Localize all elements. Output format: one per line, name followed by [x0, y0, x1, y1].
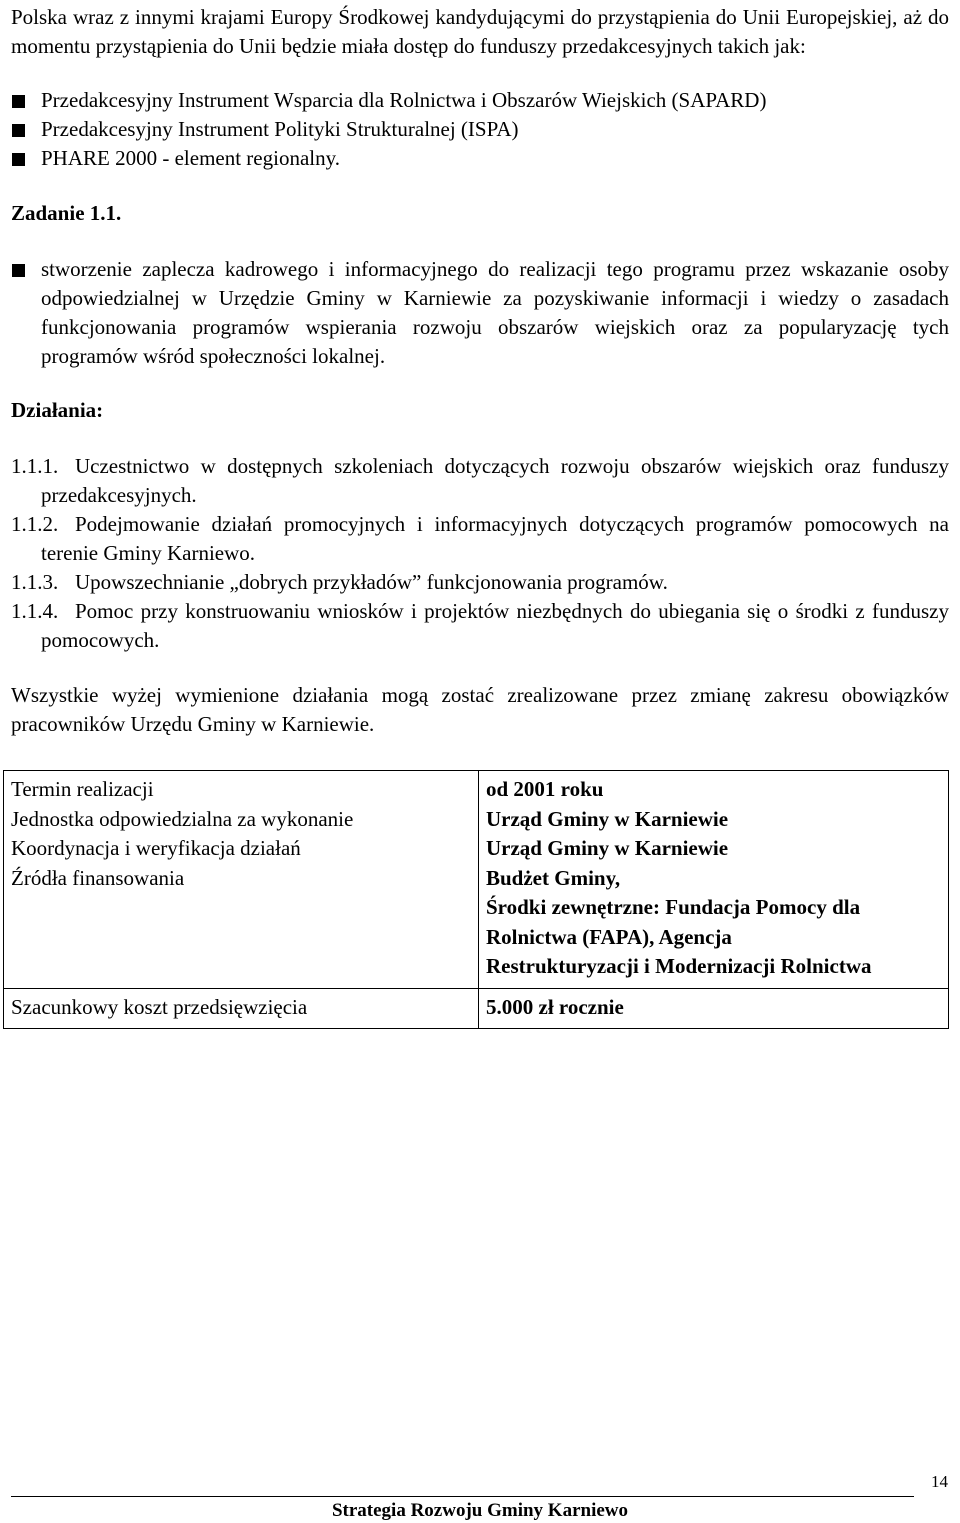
cost-label: Szacunkowy koszt przedsięwzięcia: [4, 988, 479, 1029]
task-heading: Zadanie 1.1.: [11, 201, 122, 225]
empty-line: [11, 923, 471, 953]
info-labels-cell: [4, 771, 479, 989]
info-value-financing-3: Rolnictwa (FAPA), Agencja: [486, 924, 732, 949]
fund-name: Przedakcesyjny Instrument Wsparcia dla Rolnictwa i Obszarów Wiejskich (SAPARD): [41, 88, 767, 112]
footer-title: Strategia Rozwoju Gminy Karniewo: [331, 1500, 629, 1521]
action-number: 1.1.3.: [11, 570, 59, 594]
list-item: [11, 597, 949, 655]
empty-line: [11, 893, 471, 923]
list-item: [11, 115, 949, 144]
action-number: 1.1.2.: [11, 512, 59, 536]
task-list: [11, 255, 949, 371]
list-item: [11, 144, 949, 173]
table-row: [4, 988, 949, 1029]
intro-paragraph: Polska wraz z innymi krajami Europy Środkowej kandydującymi do przystąpienia do Unii Europejskiej, aż do momentu przystąpienia do Unii będzie miała dostęp do funduszy przedakcesyjnych takich jak:: [11, 5, 949, 58]
square-bullet-icon: [12, 264, 25, 277]
actions-list: [11, 452, 949, 655]
action-text: Pomoc przy konstruowaniu wniosków i projektów niezbędnych do ubiegania się o środki z funduszy pomocowych.: [41, 599, 949, 652]
action-number: 1.1.1.: [11, 454, 59, 478]
info-value-financing-1: Budżet Gminy,: [486, 865, 621, 890]
square-bullet-icon: [12, 95, 25, 108]
info-label-responsible: Jednostka odpowiedzialna za wykonanie: [11, 806, 354, 831]
actions-heading: Działania:: [11, 398, 104, 422]
info-label-coordination: Koordynacja i weryfikacja działań: [11, 836, 301, 860]
table-row: [4, 771, 949, 989]
fund-name: Przedakcesyjny Instrument Polityki Strukturalnej (ISPA): [41, 117, 519, 141]
list-item: [11, 568, 949, 597]
square-bullet-icon: [12, 153, 25, 166]
action-number: 1.1.4.: [11, 599, 59, 623]
info-value-responsible: Urząd Gminy w Karniewie: [486, 806, 729, 831]
list-item: [11, 86, 949, 115]
info-values-cell: [479, 771, 949, 989]
action-text: Uczestnictwo w dostępnych szkoleniach dotyczących rozwoju obszarów wiejskich oraz funduszy przedakcesyjnych.: [41, 454, 949, 507]
footer-divider: [11, 1496, 914, 1497]
info-table: [3, 770, 949, 1029]
action-text: Upowszechnianie „dobrych przykładów” funkcjonowania programów.: [75, 570, 668, 594]
fund-name: PHARE 2000 - element regionalny.: [41, 146, 340, 170]
list-item: [11, 255, 949, 371]
cost-value: 5.000 zł rocznie: [479, 988, 949, 1029]
document-page: [11, 3, 949, 1029]
info-label-term: Termin realizacji: [11, 777, 154, 801]
task-description: stworzenie zaplecza kadrowego i informacyjnego do realizacji tego programu przez wskazanie osoby odpowiedzialnej w Urzędzie Gminy w Karniewie za pozyskiwanie informacji i wiedzy o zasadach funkcjonowania programów wspierania rozwoju obszarów wiejskich oraz za popularyzację tych programów wśród społeczności lokalnej.: [41, 257, 949, 368]
summary-paragraph: Wszystkie wyżej wymienione działania mogą zostać zrealizowane przez zmianę zakresu obowiązków pracowników Urzędu Gminy w Karniewie.: [11, 683, 949, 736]
empty-line: [11, 952, 471, 982]
info-value-financing-4: Restrukturyzacji i Modernizacji Rolnictwa: [486, 954, 872, 978]
info-value-coordination: Urząd Gminy w Karniewie: [486, 836, 729, 860]
info-value-financing-2: Środki zewnętrzne: Fundacja Pomocy dla: [486, 895, 861, 919]
list-item: [11, 452, 949, 510]
info-value-term: od 2001 roku: [486, 777, 604, 801]
page-number: 14: [931, 1472, 948, 1491]
list-item: [11, 510, 949, 568]
funds-list: [11, 86, 949, 173]
square-bullet-icon: [12, 124, 25, 137]
info-label-financing: Źródła finansowania: [11, 865, 185, 890]
action-text: Podejmowanie działań promocyjnych i informacyjnych dotyczących programów pomocowych na terenie Gminy Karniewo.: [41, 512, 949, 565]
